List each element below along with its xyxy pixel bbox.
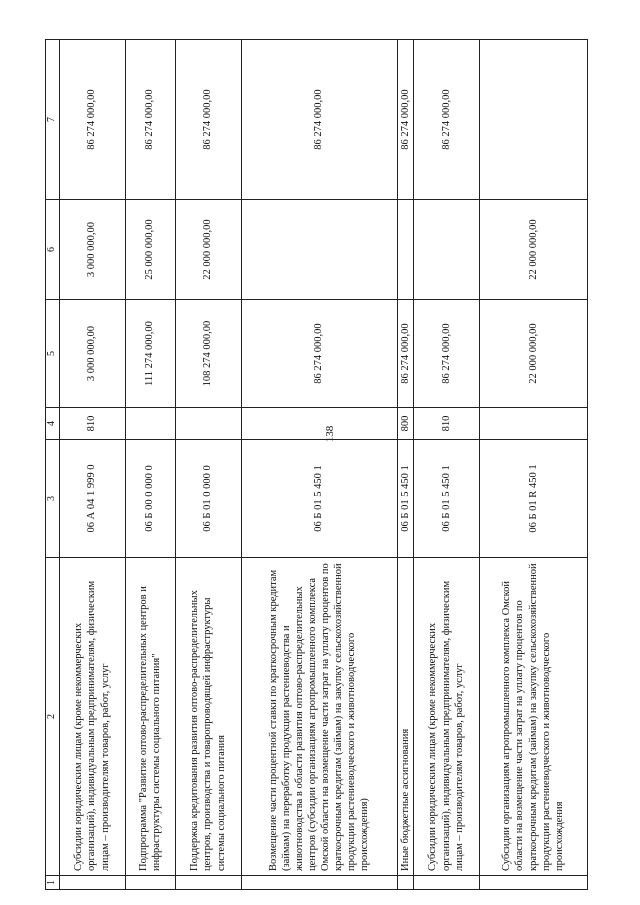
row-value-6 <box>241 200 397 300</box>
table-row <box>59 40 125 890</box>
rotated-page <box>45 40 585 890</box>
row-value-5: 108 274 000,00 <box>175 300 241 408</box>
row-index-cell <box>59 876 125 890</box>
col-header-2: 2 <box>46 558 60 876</box>
row-code: 06 Б 01 5 450 1 <box>413 440 479 558</box>
row-index-cell <box>479 876 587 890</box>
row-name: Субсидии юридическим лицам (кроме некоммерческих организаций), индивидуальным предпринимателям, физическим лицам – производителям товаров, работ, услуг <box>413 558 479 876</box>
row-value-7: 86 274 000,00 <box>397 40 413 200</box>
row-vr <box>175 408 241 440</box>
row-vr <box>241 408 397 440</box>
row-value-7: 86 274 000,00 <box>59 40 125 200</box>
row-value-5: 22 000 000,00 <box>479 300 587 408</box>
col-header-4: 4 <box>46 408 60 440</box>
row-value-6: 22 000 000,00 <box>175 200 241 300</box>
row-index-cell <box>397 876 413 890</box>
table-row <box>413 40 479 890</box>
row-value-7: 86 274 000,00 <box>125 40 175 200</box>
row-value-6: 3 000 000,00 <box>59 200 125 300</box>
table-row <box>125 40 175 890</box>
page-number: 138 <box>324 425 336 443</box>
row-value-5: 111 274 000,00 <box>125 300 175 408</box>
row-value-5: 86 274 000,00 <box>397 300 413 408</box>
budget-table <box>45 39 588 890</box>
row-name: Субсидии юридическим лицам (кроме некоммерческих организаций), индивидуальным предпринимателям, физическим лицам – производителям товаров, работ, услуг <box>59 558 125 876</box>
table-row <box>479 40 587 890</box>
row-code: 06 А 04 1 999 0 <box>59 440 125 558</box>
col-header-1: 1 <box>46 876 60 890</box>
col-header-6: 6 <box>46 200 60 300</box>
row-vr <box>479 408 587 440</box>
row-code: 06 Б 01 R 450 1 <box>479 440 587 558</box>
row-value-7: 86 274 000,00 <box>175 40 241 200</box>
row-value-7: 86 274 000,00 <box>413 40 479 200</box>
row-name: Иные бюджетные ассигнования <box>397 558 413 876</box>
row-value-5: 86 274 000,00 <box>241 300 397 408</box>
row-value-6 <box>413 200 479 300</box>
row-code: 06 Б 01 5 450 1 <box>241 440 397 558</box>
row-value-5: 3 000 000,00 <box>59 300 125 408</box>
row-index-cell <box>125 876 175 890</box>
row-index-cell <box>413 876 479 890</box>
row-value-7: 86 274 000,00 <box>241 40 397 200</box>
row-name: Возмещение части процентной ставки по краткосрочным кредитам (займам) на переработку продукции растениеводства и животноводства в области развития оптово-распределительных центров (субсидии организациям агропромышленного комплекса Омской области на возмещение части затрат на уплату процентов по краткосрочным кредитам (займам) на закупку сельскохозяйственной продукции растениеводческого и животноводческого происхождения) <box>241 558 397 876</box>
row-value-5: 86 274 000,00 <box>413 300 479 408</box>
table-row <box>397 40 413 890</box>
row-vr: 810 <box>413 408 479 440</box>
row-code: 06 Б 00 0 000 0 <box>125 440 175 558</box>
table-row <box>175 40 241 890</box>
header-row <box>46 40 60 890</box>
row-value-6 <box>397 200 413 300</box>
row-name: Субсидии организациям агропромышленного комплекса Омской области на возмещение части затрат на уплату процентов по краткосрочным кредитам (займам) на закупку сельскохозяйственной продукции растениеводческого и животноводческого происхождения <box>479 558 587 876</box>
col-header-5: 5 <box>46 300 60 408</box>
col-header-7: 7 <box>46 40 60 200</box>
row-index-cell <box>241 876 397 890</box>
row-name: Подпрограмма "Развитие оптово-распределительных центров и инфраструктуры системы социального питания" <box>125 558 175 876</box>
row-vr: 810 <box>59 408 125 440</box>
row-value-6: 22 000 000,00 <box>479 200 587 300</box>
row-code: 06 Б 01 5 450 1 <box>397 440 413 558</box>
row-value-6: 25 000 000,00 <box>125 200 175 300</box>
table-row <box>241 40 397 890</box>
row-index-cell <box>175 876 241 890</box>
row-code: 06 Б 01 0 000 0 <box>175 440 241 558</box>
row-name: Поддержка кредитования развития оптово-распределительных центров, производства и товаропроводящей инфраструктуры системы социального питания <box>175 558 241 876</box>
row-vr: 800 <box>397 408 413 440</box>
row-vr <box>125 408 175 440</box>
row-value-7 <box>479 40 587 200</box>
col-header-3: 3 <box>46 440 60 558</box>
